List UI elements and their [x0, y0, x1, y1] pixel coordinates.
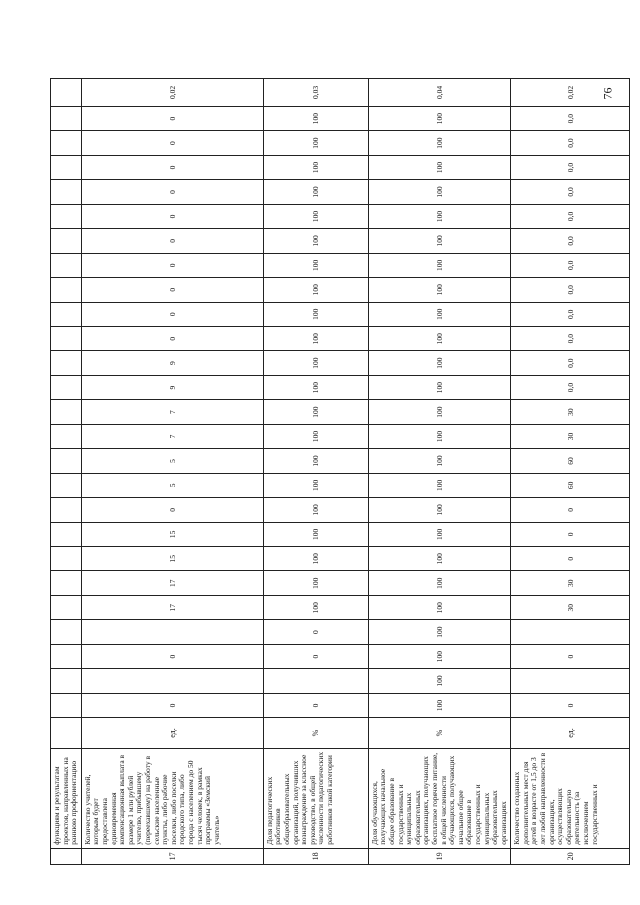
cell-empty	[51, 229, 82, 253]
value-cell: 100	[368, 571, 511, 595]
cell-empty	[51, 498, 82, 522]
value-cell: 60	[511, 449, 630, 473]
value-cell: 100	[263, 498, 368, 522]
value-cell: 0,0	[511, 351, 630, 375]
indicator-name: Количество созданных дополнительных мест для детей в возрасте от 1,5 до 3 лет любой направленности в организациях, осуществляющих образовательную деятельность (за исключением государственных и	[511, 748, 630, 848]
value-cell: 0,04	[368, 79, 511, 107]
value-cell: 100	[263, 302, 368, 326]
unit-cell: %	[368, 718, 511, 749]
value-cell: 0,0	[511, 302, 630, 326]
value-cell: 100	[263, 229, 368, 253]
table-body	[51, 79, 630, 865]
value-cell: 0,0	[511, 155, 630, 179]
value-cell: 0	[81, 278, 263, 302]
value-cell	[263, 669, 368, 693]
value-cell: 100	[263, 547, 368, 571]
value-cell: 100	[368, 424, 511, 448]
cell-empty	[51, 79, 82, 107]
value-cell: 7	[81, 424, 263, 448]
value-cell: 100	[368, 326, 511, 350]
value-cell: 0	[511, 693, 630, 717]
value-cell: 30	[511, 400, 630, 424]
table-row	[81, 79, 263, 865]
value-cell: 0	[81, 155, 263, 179]
row-number: 20	[511, 848, 630, 864]
value-cell: 17	[81, 595, 263, 619]
value-cell: 0	[81, 229, 263, 253]
cell-empty	[51, 204, 82, 228]
value-cell: 100	[263, 326, 368, 350]
value-cell: 0,0	[511, 229, 630, 253]
value-cell: 100	[263, 522, 368, 546]
value-cell: 5	[81, 449, 263, 473]
value-cell: 0,0	[511, 106, 630, 130]
value-cell: 100	[368, 547, 511, 571]
cell-empty	[51, 669, 82, 693]
table-row	[263, 79, 368, 865]
cell-empty	[51, 351, 82, 375]
value-cell: 100	[368, 302, 511, 326]
value-cell: 0,0	[511, 278, 630, 302]
value-cell: 0,03	[263, 79, 368, 107]
value-cell: 0	[81, 326, 263, 350]
cell-empty	[51, 449, 82, 473]
cell-empty	[51, 848, 82, 864]
value-cell: 60	[511, 473, 630, 497]
value-cell: 100	[263, 180, 368, 204]
value-cell: 0,0	[511, 180, 630, 204]
rotated-table-wrapper	[50, 78, 600, 865]
value-cell: 100	[368, 595, 511, 619]
value-cell: 100	[263, 204, 368, 228]
value-cell: 100	[368, 253, 511, 277]
table-row	[511, 79, 630, 865]
value-cell: 100	[263, 571, 368, 595]
value-cell: 100	[368, 498, 511, 522]
row-number: 19	[368, 848, 511, 864]
value-cell	[511, 620, 630, 644]
value-cell: 100	[263, 155, 368, 179]
value-cell: 100	[263, 351, 368, 375]
value-cell: 0,0	[511, 253, 630, 277]
value-cell: 100	[368, 473, 511, 497]
value-cell: 100	[368, 620, 511, 644]
cell-empty	[51, 131, 82, 155]
page-number: 76	[600, 87, 615, 100]
value-cell: 15	[81, 547, 263, 571]
value-cell: 0	[81, 253, 263, 277]
value-cell: 5	[81, 473, 263, 497]
unit-cell: ед.	[511, 718, 630, 749]
indicator-name: Доля педагогических работников общеобразовательных организаций, получивших вознаграждение за классное руководство, в общей численности педагогических работников такой категории	[263, 748, 368, 848]
value-cell: 100	[368, 278, 511, 302]
value-cell: 100	[263, 278, 368, 302]
cell-empty	[51, 180, 82, 204]
value-cell: 100	[263, 400, 368, 424]
value-cell: 100	[263, 473, 368, 497]
value-cell: 0	[81, 204, 263, 228]
value-cell: 100	[368, 693, 511, 717]
value-cell: 0,0	[511, 204, 630, 228]
value-cell: 30	[511, 595, 630, 619]
cell-empty	[51, 595, 82, 619]
value-cell: 0	[511, 644, 630, 668]
value-cell: 100	[263, 424, 368, 448]
indicator-name: Количество учителей, которым будет предоставлена единовременная компенсационная выплата в размере 1 млн рублей учителю, прибывшему (переехавшему) на работу в сельские населенные пункты, либо рабочие поселки, либо поселки городского типа, либо города с населением до 50 тысяч человек, в рамках программы «Земский учитель»	[81, 748, 263, 848]
value-cell: 30	[511, 571, 630, 595]
value-cell: 100	[368, 351, 511, 375]
row-number: 17	[81, 848, 263, 864]
cell-empty	[51, 693, 82, 717]
value-cell: 0	[81, 106, 263, 130]
table-row	[368, 79, 511, 865]
cell-empty	[51, 375, 82, 399]
cell-empty	[51, 302, 82, 326]
value-cell: 0,0	[511, 131, 630, 155]
value-cell: 100	[263, 449, 368, 473]
value-cell: 100	[368, 204, 511, 228]
value-cell: 100	[368, 131, 511, 155]
cell-empty	[51, 400, 82, 424]
cell-empty	[51, 253, 82, 277]
cell-empty	[51, 522, 82, 546]
value-cell: 17	[81, 571, 263, 595]
cell-empty	[51, 326, 82, 350]
unit-cell: ед.	[81, 718, 263, 749]
value-cell: 7	[81, 400, 263, 424]
cell-empty	[51, 571, 82, 595]
cell-empty	[51, 620, 82, 644]
indicator-fragment: функциям и результатам проектов, направленных на раннюю профориентацию	[51, 748, 82, 848]
value-cell: 0,02	[81, 79, 263, 107]
value-cell: 0,02	[511, 79, 630, 107]
value-cell: 0	[81, 644, 263, 668]
value-cell: 15	[81, 522, 263, 546]
value-cell: 0	[81, 693, 263, 717]
value-cell: 100	[368, 644, 511, 668]
indicator-name: Доля обучающихся, получающих начальное общее образование в государственных и муниципальных образовательных организациях, получающих бесплатное горячее питание, в общей численности обучающихся, получающих начальное общее образование в государственных и муниципальных образовательных организациях	[368, 748, 511, 848]
row-number: 18	[263, 848, 368, 864]
cell-empty	[51, 155, 82, 179]
unit-cell: %	[263, 718, 368, 749]
cell-empty	[51, 547, 82, 571]
value-cell: 100	[263, 375, 368, 399]
value-cell: 0	[81, 498, 263, 522]
value-cell: 100	[263, 253, 368, 277]
value-cell: 0,0	[511, 326, 630, 350]
value-cell: 0	[511, 498, 630, 522]
cell-empty	[51, 718, 82, 749]
value-cell: 30	[511, 424, 630, 448]
value-cell: 0	[263, 620, 368, 644]
value-cell: 100	[368, 180, 511, 204]
cell-empty	[51, 106, 82, 130]
value-cell	[511, 669, 630, 693]
value-cell: 100	[263, 595, 368, 619]
value-cell: 100	[263, 106, 368, 130]
value-cell: 100	[368, 449, 511, 473]
value-cell: 0	[81, 180, 263, 204]
value-cell: 100	[368, 522, 511, 546]
value-cell: 9	[81, 351, 263, 375]
value-cell: 0	[81, 302, 263, 326]
value-cell	[81, 669, 263, 693]
value-cell: 0,0	[511, 375, 630, 399]
cell-empty	[51, 644, 82, 668]
value-cell: 0	[263, 693, 368, 717]
table-row-fragment	[51, 79, 82, 865]
value-cell: 9	[81, 375, 263, 399]
value-cell: 0	[263, 644, 368, 668]
value-cell: 100	[368, 229, 511, 253]
value-cell: 100	[368, 400, 511, 424]
indicators-table	[50, 78, 630, 865]
value-cell: 100	[368, 375, 511, 399]
value-cell: 100	[368, 155, 511, 179]
cell-empty	[51, 473, 82, 497]
value-cell: 100	[368, 106, 511, 130]
cell-empty	[51, 424, 82, 448]
value-cell: 100	[368, 669, 511, 693]
value-cell: 0	[81, 131, 263, 155]
value-cell: 0	[511, 522, 630, 546]
value-cell: 100	[263, 131, 368, 155]
cell-empty	[51, 278, 82, 302]
value-cell	[81, 620, 263, 644]
value-cell: 0	[511, 547, 630, 571]
